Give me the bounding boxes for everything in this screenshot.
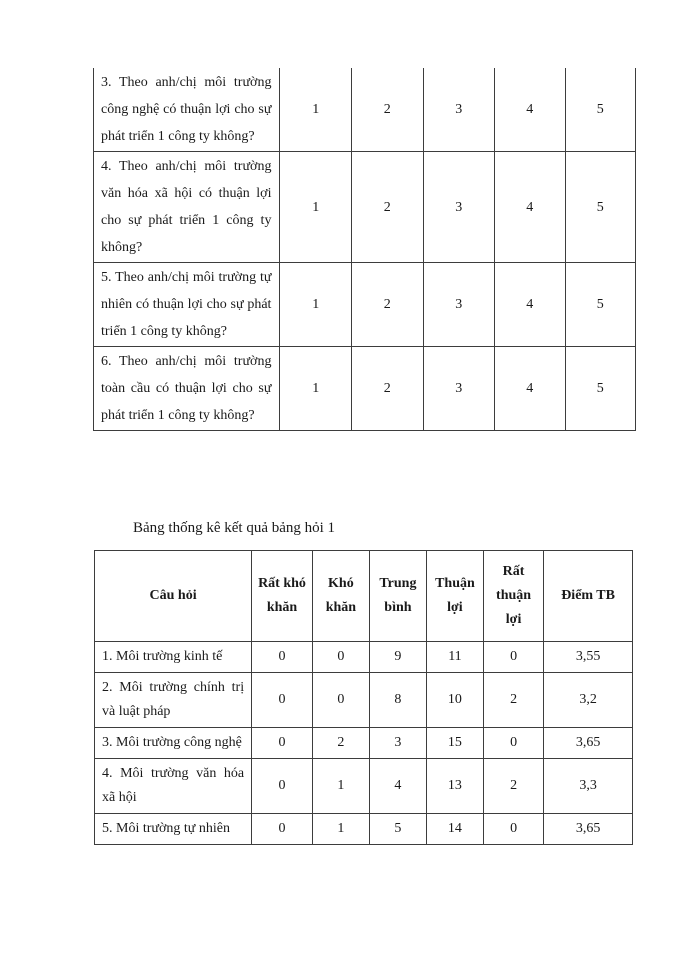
- stats-row-label: 3. Môi trường công nghệ: [95, 728, 252, 759]
- rating-option-value: 3: [423, 263, 495, 347]
- stats-row: [95, 673, 633, 728]
- stats-cell-value: 0: [312, 642, 369, 673]
- rating-option-value: 1: [280, 152, 352, 263]
- stats-column-header: Câu hỏi: [95, 551, 252, 642]
- stats-cell-value: 14: [426, 814, 483, 845]
- survey-question-text: 4. Theo anh/chị môi trường văn hóa xã hội có thuận lợi cho sự phát triển 1 công ty không?: [94, 152, 280, 263]
- stats-row: [95, 728, 633, 759]
- rating-option-value: 5: [565, 263, 636, 347]
- rating-option-value: 2: [351, 263, 423, 347]
- rating-option-value: 1: [280, 347, 352, 431]
- stats-cell-value: 0: [252, 728, 313, 759]
- stats-cell-value: 0: [483, 642, 543, 673]
- survey-row: [94, 263, 636, 347]
- stats-cell-value: 0: [312, 673, 369, 728]
- stats-row-label: 5. Môi trường tự nhiên: [95, 814, 252, 845]
- rating-option-value: 3: [423, 68, 495, 152]
- stats-column-header: Khó khăn: [312, 551, 369, 642]
- stats-column-header: Rất khó khăn: [252, 551, 313, 642]
- stats-cell-value: 5: [369, 814, 426, 845]
- stats-column-header: Trung bình: [369, 551, 426, 642]
- rating-option-value: 5: [565, 68, 636, 152]
- rating-option-value: 4: [495, 263, 565, 347]
- stats-table: [94, 550, 633, 845]
- survey-question-text: 5. Theo anh/chị môi trường tự nhiên có thuận lợi cho sự phát triển 1 công ty không?: [94, 263, 280, 347]
- survey-rating-table: [93, 68, 636, 431]
- stats-cell-value: 3,2: [544, 673, 633, 728]
- survey-row: [94, 347, 636, 431]
- stats-row-label: 1. Môi trường kinh tế: [95, 642, 252, 673]
- stats-column-header: Rất thuận lợi: [483, 551, 543, 642]
- stats-cell-value: 3,65: [544, 728, 633, 759]
- survey-question-text: 3. Theo anh/chị môi trường công nghệ có thuận lợi cho sự phát triển 1 công ty không?: [94, 68, 280, 152]
- stats-cell-value: 10: [426, 673, 483, 728]
- stats-cell-value: 0: [252, 759, 313, 814]
- rating-option-value: 4: [495, 347, 565, 431]
- stats-cell-value: 13: [426, 759, 483, 814]
- stats-column-header: Điểm TB: [544, 551, 633, 642]
- rating-option-value: 4: [495, 152, 565, 263]
- rating-option-value: 2: [351, 152, 423, 263]
- rating-option-value: 1: [280, 68, 352, 152]
- stats-cell-value: 1: [312, 814, 369, 845]
- stats-cell-value: 1: [312, 759, 369, 814]
- stats-cell-value: 0: [252, 673, 313, 728]
- stats-cell-value: 3: [369, 728, 426, 759]
- stats-table-body: [95, 642, 633, 845]
- stats-cell-value: 0: [252, 814, 313, 845]
- stats-cell-value: 8: [369, 673, 426, 728]
- rating-option-value: 3: [423, 152, 495, 263]
- stats-row: [95, 642, 633, 673]
- stats-cell-value: 2: [312, 728, 369, 759]
- stats-row: [95, 759, 633, 814]
- stats-cell-value: 0: [252, 642, 313, 673]
- stats-row-label: 4. Môi trường văn hóa xã hội: [95, 759, 252, 814]
- stats-cell-value: 11: [426, 642, 483, 673]
- rating-option-value: 5: [565, 347, 636, 431]
- stats-row: [95, 814, 633, 845]
- stats-cell-value: 15: [426, 728, 483, 759]
- rating-option-value: 2: [351, 68, 423, 152]
- stats-cell-value: 3,55: [544, 642, 633, 673]
- rating-option-value: 5: [565, 152, 636, 263]
- rating-option-value: 4: [495, 68, 565, 152]
- survey-row: [94, 152, 636, 263]
- rating-option-value: 2: [351, 347, 423, 431]
- stats-cell-value: 2: [483, 759, 543, 814]
- stats-cell-value: 3,65: [544, 814, 633, 845]
- rating-option-value: 3: [423, 347, 495, 431]
- stats-cell-value: 2: [483, 673, 543, 728]
- stats-table-caption: Bảng thống kê kết quả bảng hỏi 1: [133, 520, 336, 536]
- stats-cell-value: 9: [369, 642, 426, 673]
- rating-option-value: 1: [280, 263, 352, 347]
- stats-row-label: 2. Môi trường chính trị và luật pháp: [95, 673, 252, 728]
- survey-question-text: 6. Theo anh/chị môi trường toàn cầu có thuận lợi cho sự phát triển 1 công ty không?: [94, 347, 280, 431]
- stats-cell-value: 0: [483, 728, 543, 759]
- survey-table-body: [94, 68, 636, 431]
- stats-column-header: Thuận lợi: [426, 551, 483, 642]
- stats-cell-value: 3,3: [544, 759, 633, 814]
- survey-row: [94, 68, 636, 152]
- stats-cell-value: 4: [369, 759, 426, 814]
- stats-cell-value: 0: [483, 814, 543, 845]
- stats-header-row: [95, 551, 633, 642]
